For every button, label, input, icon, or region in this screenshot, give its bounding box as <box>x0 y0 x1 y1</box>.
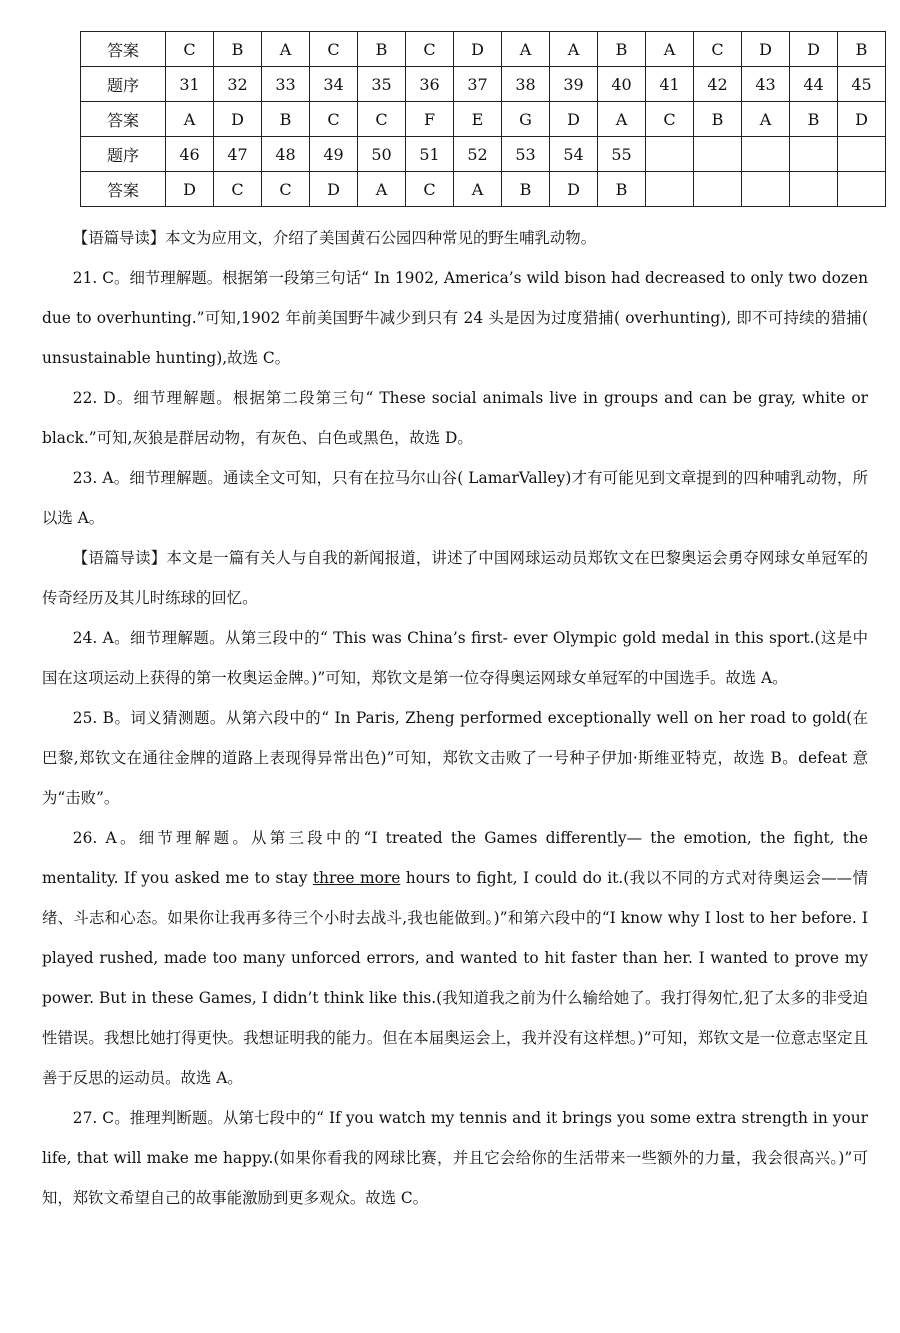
table-cell <box>742 172 790 207</box>
passage-intro: 【语篇导读】本文为应用文，介绍了美国黄石公园四种常见的野生哺乳动物。 <box>72 229 597 247</box>
table-cell: C <box>166 32 214 67</box>
explanation-text: hours to fight, I could do it.(我以不同的方式对待奥运会——情绪、斗志和心态。如果你让我再多待三个小时去战斗,我也能做到。)”和第六段中的“I know why I lost to her before. I played rushed, made too many unforced errors, and wanted to hit faster than her. I wanted to prove my power. But in these Games, I didn’t think like this.(我知道我之前为什么输给她了。我打得匆忙,犯了太多的非受迫性错误。我想比她打得更快。我想证明我的能力。但在本届奥运会上，我并没有这样想。)”可知，郑钦文是一位意志坚定且善于反思的运动员。故选 A。 <box>42 869 868 1087</box>
answer-explanation <box>42 818 868 1098</box>
table-cell: C <box>406 32 454 67</box>
table-cell: B <box>598 172 646 207</box>
table-cell: A <box>502 32 550 67</box>
table-cell: A <box>598 102 646 137</box>
table-cell <box>790 172 838 207</box>
table-cell: C <box>646 102 694 137</box>
row-label: 题序 <box>81 137 166 172</box>
table-cell: D <box>310 172 358 207</box>
table-cell: 51 <box>406 137 454 172</box>
table-cell: 49 <box>310 137 358 172</box>
table-cell: 55 <box>598 137 646 172</box>
table-cell <box>838 172 886 207</box>
answer-explanation: 21. C。细节理解题。根据第一段第三句话“ In 1902, America’s wild bison had decreased to only two dozen due to overhunting.”可知,1902 年前美国野牛减少到只有 24 头是因为过度猎捕( overhunting), 即不可持续的猎捕( unsustainable hunting),故选 C。 <box>42 269 868 367</box>
table-cell: C <box>310 102 358 137</box>
table-cell: C <box>358 102 406 137</box>
table-cell: 54 <box>550 137 598 172</box>
row-label: 答案 <box>81 32 166 67</box>
table-row <box>81 102 886 137</box>
table-cell: B <box>838 32 886 67</box>
table-cell: B <box>598 32 646 67</box>
row-label: 答案 <box>81 102 166 137</box>
answer-explanation: 27. C。推理判断题。从第七段中的“ If you watch my tennis and it brings you some extra strength in your life, that will make me happy.(如果你看我的网球比赛，并且它会给你的生活带来一些额外的力量，我会很高兴。)”可知，郑钦文希望自己的故事能激励到更多观众。故选 C。 <box>42 1109 868 1207</box>
table-cell: 44 <box>790 67 838 102</box>
table-cell: B <box>214 32 262 67</box>
table-cell: 40 <box>598 67 646 102</box>
table-cell: C <box>310 32 358 67</box>
table-cell: A <box>358 172 406 207</box>
table-cell: 41 <box>646 67 694 102</box>
table-cell <box>646 172 694 207</box>
table-cell: C <box>694 32 742 67</box>
table-cell: 46 <box>166 137 214 172</box>
table-cell: C <box>262 172 310 207</box>
underlined-phrase: three more <box>312 869 401 887</box>
table-cell: B <box>262 102 310 137</box>
table-cell: D <box>790 32 838 67</box>
table-cell <box>646 137 694 172</box>
table-cell: C <box>406 172 454 207</box>
table-cell: 35 <box>358 67 406 102</box>
table-cell: B <box>358 32 406 67</box>
row-label: 题序 <box>81 67 166 102</box>
table-cell: 42 <box>694 67 742 102</box>
table-cell: 47 <box>214 137 262 172</box>
table-cell <box>742 137 790 172</box>
table-cell: A <box>166 102 214 137</box>
table-cell <box>838 137 886 172</box>
table-cell: E <box>454 102 502 137</box>
table-cell: 37 <box>454 67 502 102</box>
table-row <box>81 32 886 67</box>
table-cell: D <box>550 102 598 137</box>
table-cell: 38 <box>502 67 550 102</box>
passage-intro: 【语篇导读】本文是一篇有关人与自我的新闻报道，讲述了中国网球运动员郑钦文在巴黎奥运会勇夺网球女单冠军的传奇经历及其儿时练球的回忆。 <box>42 549 868 607</box>
table-cell <box>790 137 838 172</box>
table-cell: G <box>502 102 550 137</box>
table-cell: D <box>454 32 502 67</box>
table-cell: A <box>454 172 502 207</box>
table-cell: 31 <box>166 67 214 102</box>
answer-table <box>80 31 886 207</box>
answer-explanation: 23. A。细节理解题。通读全文可知，只有在拉马尔山谷( LamarValley)才有可能见到文章提到的四种哺乳动物，所以选 A。 <box>42 469 868 527</box>
table-cell: A <box>646 32 694 67</box>
table-cell: 45 <box>838 67 886 102</box>
table-cell: A <box>742 102 790 137</box>
table-cell: 34 <box>310 67 358 102</box>
explanations <box>42 218 868 1218</box>
table-cell: 48 <box>262 137 310 172</box>
table-cell: A <box>262 32 310 67</box>
table-cell: 33 <box>262 67 310 102</box>
table-cell: 43 <box>742 67 790 102</box>
table-cell: 39 <box>550 67 598 102</box>
table-cell: D <box>166 172 214 207</box>
table-cell: 36 <box>406 67 454 102</box>
table-cell: B <box>694 102 742 137</box>
table-cell: B <box>790 102 838 137</box>
table-cell: 32 <box>214 67 262 102</box>
table-cell: F <box>406 102 454 137</box>
answer-explanation: 24. A。细节理解题。从第三段中的“ This was China’s first- ever Olympic gold medal in this sport.(这是中国在这项运动上获得的第一枚奥运金牌。)”可知，郑钦文是第一位夺得奥运网球女单冠军的中国选手。故选 A。 <box>42 629 868 687</box>
answer-explanation: 22. D。细节理解题。根据第二段第三句“ These social animals live in groups and can be gray, white or black.”可知,灰狼是群居动物，有灰色、白色或黑色，故选 D。 <box>42 389 868 447</box>
table-cell: A <box>550 32 598 67</box>
table-cell: D <box>838 102 886 137</box>
table-cell: D <box>742 32 790 67</box>
table-cell: D <box>550 172 598 207</box>
row-label: 答案 <box>81 172 166 207</box>
table-row <box>81 137 886 172</box>
answer-explanation: 25. B。词义猜测题。从第六段中的“ In Paris, Zheng performed exceptionally well on her road to gold(在巴黎,郑钦文在通往金牌的道路上表现得异常出色)”可知，郑钦文击败了一号种子伊加·斯维亚特克，故选 B。defeat 意为“击败”。 <box>42 709 868 807</box>
table-cell: B <box>502 172 550 207</box>
table-cell: D <box>214 102 262 137</box>
table-row <box>81 67 886 102</box>
table-cell: 50 <box>358 137 406 172</box>
table-cell: C <box>214 172 262 207</box>
table-cell: 53 <box>502 137 550 172</box>
table-cell <box>694 137 742 172</box>
table-cell: 52 <box>454 137 502 172</box>
explanation-text: 26. A。细节理解题。从第三段中的“I treated the Games differently— the emotion, the fight, the mentality. If you asked me to stay <box>42 829 868 887</box>
table-row <box>81 172 886 207</box>
table-cell <box>694 172 742 207</box>
